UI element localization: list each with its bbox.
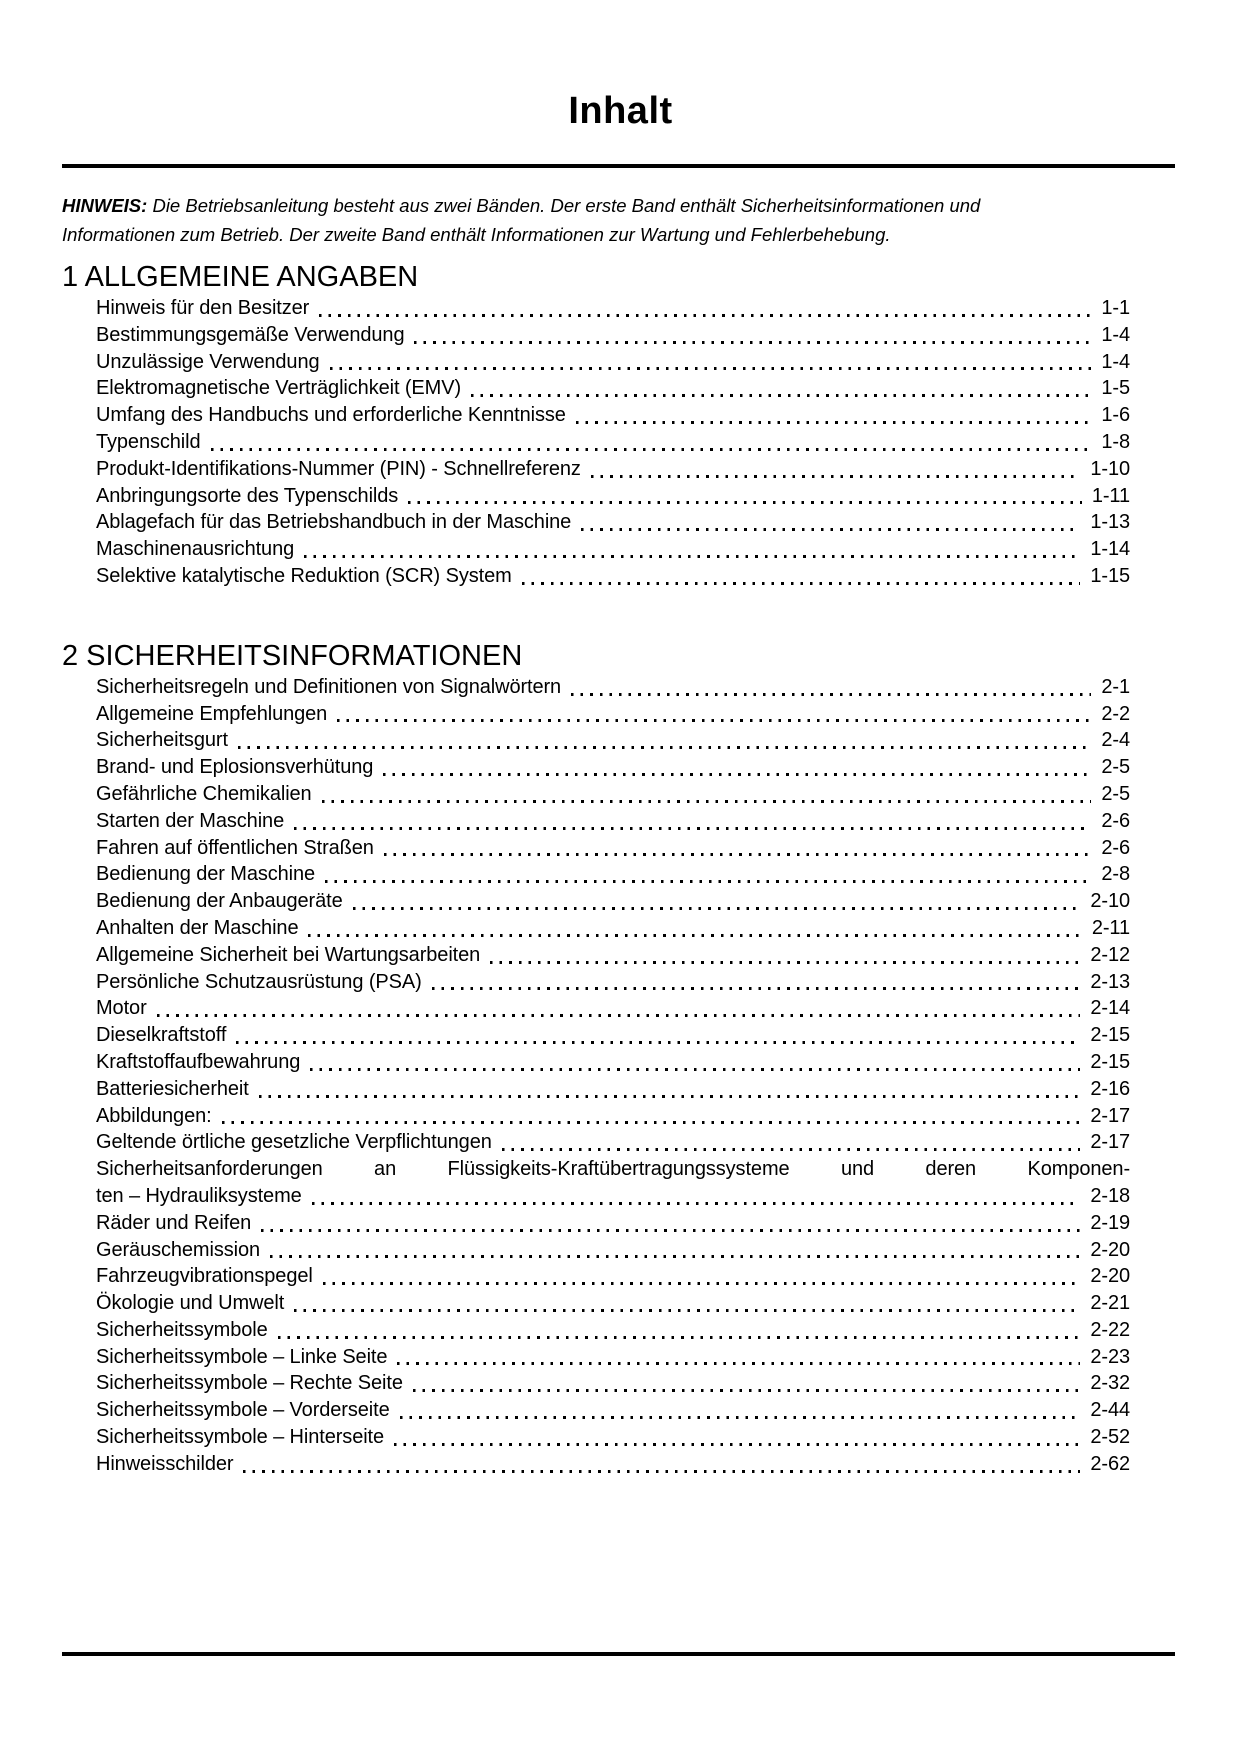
toc-section-1 [0, 259, 1241, 590]
dot-leader [308, 934, 1081, 937]
dot-leader [397, 1362, 1080, 1365]
toc-entry-label: Fahren auf öffentlichen Straßen [96, 836, 374, 859]
dot-leader [322, 800, 1092, 803]
toc-entry [96, 1263, 1130, 1290]
toc-entry [96, 1103, 1130, 1130]
dot-leader [353, 907, 1081, 910]
dot-leader [337, 719, 1091, 722]
page-number: 2-6 [1101, 809, 1130, 832]
toc-entry-label: Fahrzeugvibrationspegel [96, 1265, 313, 1288]
toc-entry-label: Allgemeine Sicherheit bei Wartungsarbeiten [96, 943, 481, 966]
dot-leader [294, 1309, 1080, 1312]
page-number: 2-44 [1090, 1399, 1130, 1422]
dot-leader [243, 1470, 1080, 1473]
bottom-divider [62, 1652, 1175, 1656]
page-number: 2-17 [1090, 1104, 1130, 1127]
toc-entry [96, 456, 1130, 483]
toc-entry-label: Kraftstoffaufbewahrung [96, 1050, 301, 1073]
page-number: 2-19 [1090, 1211, 1130, 1234]
toc-entry [96, 727, 1130, 754]
page-number: 2-52 [1090, 1426, 1130, 1449]
dot-leader [490, 961, 1080, 964]
toc-entry-label: Räder und Reifen [96, 1211, 252, 1234]
toc-entry [96, 1049, 1130, 1076]
toc-entry-label: Bedienung der Maschine [96, 863, 316, 886]
page-number: 2-13 [1090, 970, 1130, 993]
dot-leader [278, 1336, 1081, 1339]
dot-leader [294, 827, 1091, 830]
section-heading: 1 ALLGEMEINE ANGABEN [62, 261, 419, 293]
page-number: 2-2 [1101, 702, 1130, 725]
toc-entry-label: Dieselkraftstoff [96, 1024, 227, 1047]
toc-entry-label: Sicherheitssymbole – Hinterseite [96, 1426, 385, 1449]
dot-leader [319, 314, 1091, 317]
toc-entry-label: Umfang des Handbuchs und erforderliche Kenntnisse [96, 404, 566, 427]
page-number: 1-6 [1101, 404, 1130, 427]
toc-entry-label: Produkt-Identifikations-Nummer (PIN) - Schnellreferenz [96, 457, 581, 480]
toc-entry-label: Selektive katalytische Reduktion (SCR) System [96, 564, 512, 587]
toc-entry [96, 1237, 1130, 1264]
toc-entry-label: Allgemeine Empfehlungen [96, 702, 328, 725]
dot-leader [383, 773, 1091, 776]
dot-leader [384, 853, 1092, 856]
toc-entry [96, 674, 1130, 701]
toc-entry-label: Bedienung der Anbaugeräte [96, 890, 343, 913]
toc-entry [96, 563, 1130, 590]
toc-entry-label: Ökologie und Umwelt [96, 1292, 285, 1315]
toc-entry [96, 1317, 1130, 1344]
toc-entry-label: Sicherheitssymbole [96, 1318, 268, 1341]
toc-entry [96, 509, 1130, 536]
toc-entry [96, 429, 1130, 456]
page-number: 2-12 [1090, 943, 1130, 966]
toc-entry-label: Sicherheitssymbole – Vorderseite [96, 1399, 390, 1422]
toc-entry-label: Sicherheitsregeln und Definitionen von Signalwörtern [96, 675, 562, 698]
page-title: Inhalt [568, 90, 673, 132]
toc-entry [96, 1076, 1130, 1103]
page-number: 2-16 [1090, 1077, 1130, 1100]
page-number: 2-1 [1101, 675, 1130, 698]
page-number: 1-15 [1090, 564, 1130, 587]
toc-entry-label: Ablagefach für das Betriebshandbuch in der Maschine [96, 511, 572, 534]
dot-leader [325, 880, 1091, 883]
dot-leader [330, 367, 1092, 370]
toc-entry-label: Brand- und Eplosionsverhütung [96, 756, 374, 779]
dot-leader [576, 421, 1092, 424]
page-number: 2-22 [1090, 1318, 1130, 1341]
toc-entry [96, 1129, 1130, 1156]
page-number: 1-11 [1091, 484, 1130, 507]
toc-entry-label: Anhalten der Maschine [96, 916, 299, 939]
dot-leader [522, 582, 1081, 585]
dot-leader [304, 555, 1080, 558]
dot-leader [400, 1416, 1081, 1419]
dot-leader [261, 1229, 1080, 1232]
dot-leader [414, 341, 1091, 344]
note-line1: Die Betriebsanleitung besteht aus zwei Bänden. Der erste Band enthält Sicherheitsinformationen und [152, 195, 981, 216]
toc-entry-label: Sicherheitssymbole – Linke Seite [96, 1345, 388, 1368]
page-number: 2-18 [1090, 1184, 1130, 1207]
dot-leader [310, 1068, 1080, 1071]
toc-entry [96, 835, 1130, 862]
toc-entry [96, 1022, 1130, 1049]
dot-leader [222, 1121, 1081, 1124]
toc-entry-label: Batteriesicherheit [96, 1077, 249, 1100]
toc-entry-label: Motor [96, 997, 147, 1020]
toc-entry [96, 942, 1130, 969]
toc-entry-label: ten – Hydrauliksysteme [96, 1184, 302, 1207]
toc-entry-label: Bestimmungsgemäße Verwendung [96, 323, 405, 346]
dot-leader [571, 693, 1091, 696]
toc-entry-label: Unzulässige Verwendung [96, 350, 320, 373]
page-number: 2-15 [1090, 1024, 1130, 1047]
note-paragraph [62, 192, 1130, 249]
page-number: 1-8 [1101, 430, 1130, 453]
dot-leader [413, 1389, 1081, 1392]
toc-entry-label: Starten der Maschine [96, 809, 285, 832]
toc-entry [96, 754, 1130, 781]
dot-leader [157, 1014, 1081, 1017]
section-heading: 2 SICHERHEITSINFORMATIONEN [62, 639, 523, 672]
dot-leader [323, 1282, 1081, 1285]
toc-entry [96, 1210, 1130, 1237]
dot-leader [312, 1202, 1081, 1205]
toc-entry [96, 995, 1130, 1022]
toc-entry-label-wrapped: Sicherheitsanforderungen an Flüssigkeits-Kraftübertragungssysteme und deren Komponen- [96, 1158, 1130, 1181]
page-number: 2-23 [1090, 1345, 1130, 1368]
dot-leader [581, 528, 1080, 531]
page-number: 1-1 [1101, 297, 1130, 319]
toc-entry [96, 1424, 1130, 1451]
page-number: 2-4 [1101, 729, 1130, 752]
toc-entry-label: Geräuschemission [96, 1238, 261, 1261]
page-number: 2-10 [1090, 890, 1130, 913]
dot-leader [502, 1148, 1081, 1151]
toc-entry-label: Hinweis für den Besitzer [96, 297, 310, 319]
page-number: 2-62 [1090, 1452, 1130, 1475]
toc-entry-label: Persönliche Schutzausrüstung (PSA) [96, 970, 422, 993]
page-number: 1-14 [1090, 538, 1130, 561]
toc-entry-label: Sicherheitsgurt [96, 729, 228, 752]
toc-entry [96, 915, 1130, 942]
page-number: 2-11 [1091, 916, 1130, 939]
toc-entry-label: Anbringungsorte des Typenschilds [96, 484, 399, 507]
toc-entry [96, 808, 1130, 835]
page-number: 1-4 [1101, 350, 1130, 373]
page-number: 2-8 [1101, 863, 1130, 886]
toc-entry [96, 483, 1130, 510]
dot-leader [211, 448, 1092, 451]
toc-entry [96, 1183, 1130, 1210]
toc-entry [96, 1397, 1130, 1424]
dot-leader [471, 394, 1091, 397]
toc-entry [96, 701, 1130, 728]
page-number: 2-6 [1101, 836, 1130, 859]
page-number: 1-4 [1101, 323, 1130, 346]
page-number: 2-15 [1090, 1050, 1130, 1073]
page-number: 2-5 [1101, 756, 1130, 779]
toc-section-2 [0, 638, 1241, 1478]
toc-entry [96, 1370, 1130, 1397]
toc-entry-label: Gefährliche Chemikalien [96, 782, 312, 805]
page-number: 2-17 [1090, 1131, 1130, 1154]
page-number: 2-21 [1090, 1292, 1130, 1315]
toc-entry [96, 1290, 1130, 1317]
dot-leader [259, 1095, 1081, 1098]
toc-entry-label: Maschinenausrichtung [96, 538, 295, 561]
page-number: 2-20 [1090, 1265, 1130, 1288]
toc-entry [96, 402, 1130, 429]
toc-entry-label: Hinweisschilder [96, 1452, 234, 1475]
toc-entry-label: Typenschild [96, 430, 201, 453]
dot-leader [270, 1255, 1080, 1258]
dot-leader [408, 501, 1082, 504]
toc-entry [96, 375, 1130, 402]
dot-leader [236, 1041, 1080, 1044]
toc-entry-label: Elektromagnetische Verträglichkeit (EMV) [96, 377, 462, 400]
page-number: 1-13 [1090, 511, 1130, 534]
page-number: 2-32 [1090, 1372, 1130, 1395]
toc-entry [96, 781, 1130, 808]
toc-entry [96, 969, 1130, 996]
toc-entry [96, 1451, 1130, 1478]
dot-leader [591, 475, 1081, 478]
toc-sections [0, 259, 1241, 1478]
toc-entry-label: Geltende örtliche gesetzliche Verpflichtungen [96, 1131, 492, 1154]
note-label: HINWEIS: [62, 195, 148, 216]
toc-entry [96, 322, 1130, 349]
toc-entry [96, 536, 1130, 563]
page-number: 1-5 [1101, 377, 1130, 400]
page-number: 2-14 [1090, 997, 1130, 1020]
toc-entry-label: Sicherheitssymbole – Rechte Seite [96, 1372, 403, 1395]
toc-entry [96, 1344, 1130, 1371]
dot-leader [432, 987, 1081, 990]
toc-entry [96, 888, 1130, 915]
toc-entry-label: Abbildungen: [96, 1104, 212, 1127]
dot-leader [394, 1443, 1080, 1446]
toc-entry [96, 295, 1130, 322]
page-number: 2-5 [1101, 782, 1130, 805]
toc-entry [96, 861, 1130, 888]
page-number: 1-10 [1090, 457, 1130, 480]
toc-entry [96, 349, 1130, 376]
top-divider [62, 164, 1175, 168]
note-line2: Informationen zum Betrieb. Der zweite Band enthält Informationen zur Wartung und Fehlerbehebung. [62, 223, 891, 245]
page-number: 2-20 [1090, 1238, 1130, 1261]
dot-leader [238, 746, 1091, 749]
